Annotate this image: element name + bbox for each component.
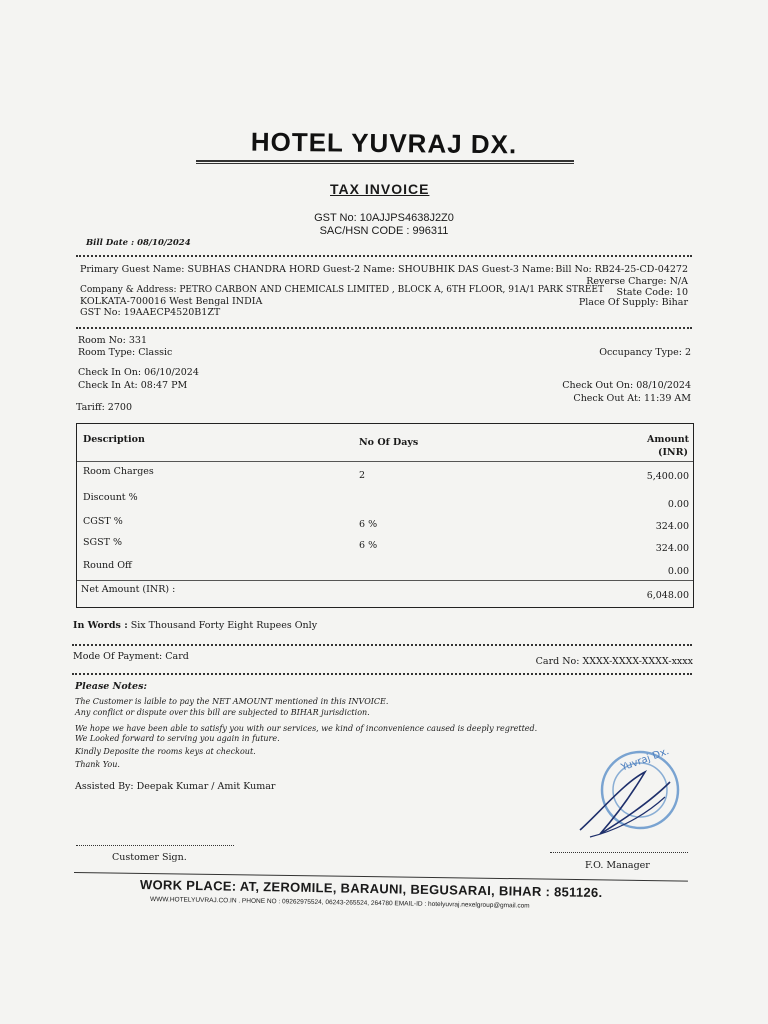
table-row-days: 6 % [359,540,378,551]
tariff: Tariff: 2700 [76,402,132,413]
payment-mode: Mode Of Payment: Card [73,651,189,662]
note-line: We Looked forward to serving you again in future. [75,734,280,743]
table-row-description: CGST % [83,516,123,527]
room-type: Room Type: Classic [78,347,173,358]
table-row-description: Round Off [83,560,132,571]
table-row-description: Discount % [83,492,138,503]
header-rule-top [196,160,574,162]
customer-sign-label: Customer Sign. [112,852,187,863]
table-total-divider [77,580,693,581]
table-header-divider [77,461,693,462]
amount-in-words-label: In Words : [73,620,128,631]
column-header-amount-unit: (INR) [657,447,688,458]
customer-sign-line [76,845,234,846]
note-line: Any conflict or dispute over this bill are subjected to BIHAR jurisdiction. [75,708,370,717]
notes-title: Please Notes: [75,681,147,692]
contact-details: WWW.HOTELYUVRAJ.CO.IN . PHONE NO : 09262975524, 06243-265524, 264780 EMAIL-ID : hotelyuvraj.nexelgroup@gmail.com [149,896,530,910]
charges-table [76,423,694,608]
note-line: The Customer is laible to pay the NET AMOUNT mentioned in this INVOICE. [75,697,389,706]
table-row-amount: 324.00 [655,521,689,532]
stamp-text: Yuvraj Dx. [619,746,671,774]
divider [72,644,692,646]
card-number: Card No: XXXX-XXXX-XXXX-xxxx [535,656,693,667]
place-of-supply: Place Of Supply: Bihar [578,297,688,308]
header-rule-bottom [196,163,574,164]
amount-in-words-value: Six Thousand Forty Eight Rupees Only [130,620,318,631]
table-row-days: 6 % [359,519,378,530]
column-header-amount: Amount [647,434,689,445]
net-amount-value: 6,048.00 [646,590,689,601]
manager-sign-line [550,852,688,853]
hotel-stamp [570,742,690,852]
reverse-charge: Reverse Charge: N/A [586,276,688,287]
note-line: Kindly Deposite the rooms keys at checkout. [75,747,256,756]
document-title: TAX INVOICE [330,181,430,197]
assisted-by: Assisted By: Deepak Kumar / Amit Kumar [75,781,276,792]
work-place-address: WORK PLACE: AT, ZEROMILE, BARAUNI, BEGUSARAI, BIHAR : 851126. [139,877,603,901]
divider [76,255,692,257]
check-in-time: Check In At: 08:47 PM [78,380,188,391]
table-row-amount: 0.00 [667,499,689,510]
room-number: Room No: 331 [78,335,148,346]
company-gst-number: GST No: 19AAECP4520B1ZT [80,307,221,318]
manager-sign-label: F.O. Manager [585,860,650,871]
net-amount-label: Net Amount (INR) : [81,584,176,595]
company-address-line2: KOLKATA-700016 West Bengal INDIA [80,296,263,307]
amount-in-words [73,620,317,631]
bill-number: Bill No: RB24-25-CD-04272 [555,264,688,275]
divider [76,327,692,329]
company-address-line1: Company & Address: PETRO CARBON AND CHEMICALS LIMITED , BLOCK A, 6TH FLOOR, 91A/1 PARK STREET [80,285,604,295]
check-out-time: Check Out At: 11:39 AM [573,393,691,404]
hotel-name: HOTEL YUVRAJ DX. [250,126,518,160]
column-header-days: No Of Days [359,437,419,448]
table-row-amount: 0.00 [667,566,689,577]
table-row-description: Room Charges [83,466,154,477]
occupancy-type: Occupancy Type: 2 [599,347,691,358]
table-row-days: 2 [359,470,366,481]
table-row-amount: 5,400.00 [646,471,689,482]
check-in-date: Check In On: 06/10/2024 [78,367,199,378]
guest-names: Primary Guest Name: SUBHAS CHANDRA HORD Guest-2 Name: SHOUBHIK DAS Guest-3 Name: [80,264,554,275]
table-row-description: SGST % [83,537,122,548]
bill-date: Bill Date : 08/10/2024 [86,238,191,248]
table-row-amount: 324.00 [655,543,689,554]
divider [72,673,692,675]
sac-hsn-code: SAC/HSN CODE : 996311 [319,225,449,237]
note-line: We hope we have been able to satisfy you with our services, we kind of inconvenience caused is deeply regretted. [75,724,538,733]
state-code: State Code: 10 [616,287,688,298]
note-line: Thank You. [75,760,120,769]
column-header-description: Description [83,434,145,445]
check-out-date: Check Out On: 08/10/2024 [562,380,691,391]
hotel-gst-number: GST No: 10AJJPS4638J2Z0 [314,212,454,224]
